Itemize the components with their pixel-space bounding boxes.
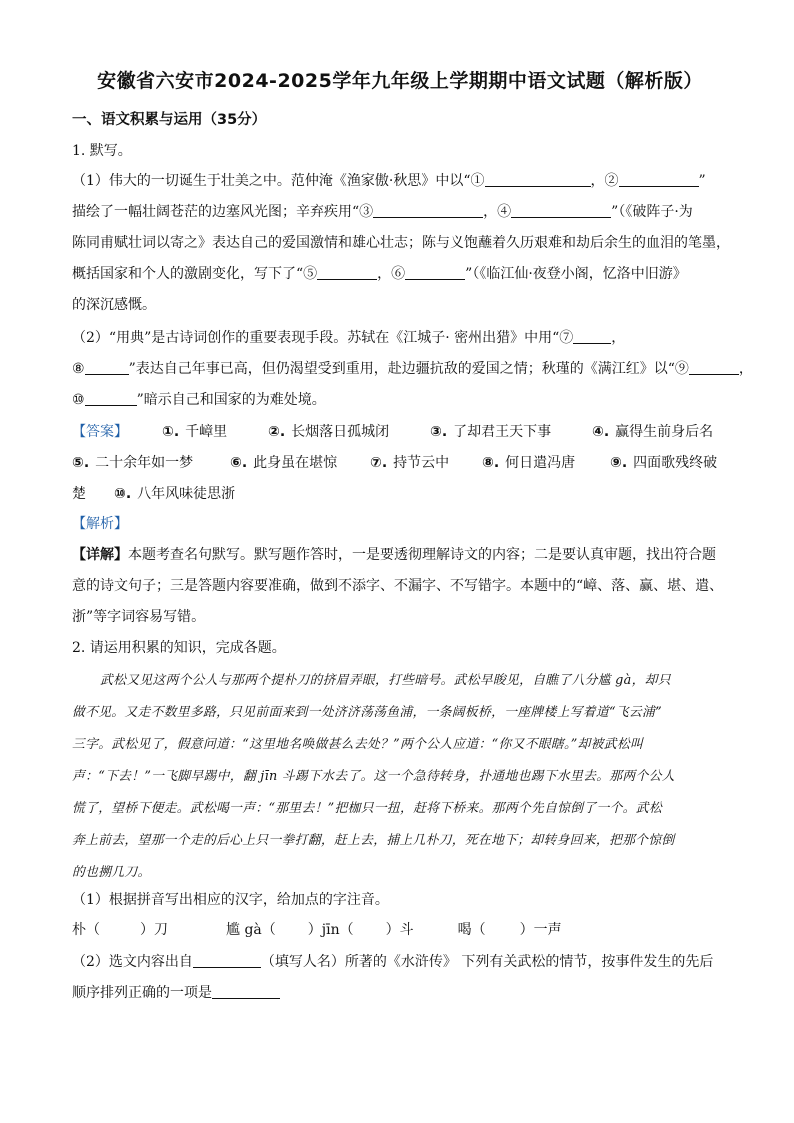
text-span: 顺序排列正确的一项是 [72, 985, 212, 1001]
answer-text: 千嶂里 [185, 424, 228, 440]
fill-blank-4[interactable] [511, 202, 611, 218]
answer-number: ⑧. [482, 455, 500, 471]
fill-blank-9[interactable] [689, 359, 739, 375]
analysis-tag: 【解析】 [72, 516, 128, 532]
q1-p1-line3: 陈同甫赋壮词以寄之》表达自己的爱国激情和雄心壮志；陈与义饱蘸着久历艰难和劫后余生的血泪的笔墨， [72, 235, 730, 251]
passage-line: 三字。武松见了，假意问道：“这里地名唤做甚么去处？”两个公人应道：“你又不眼瞎。”却被武松叫 [72, 737, 644, 752]
detail-line1 [72, 545, 727, 565]
fill-blank-6[interactable] [405, 264, 465, 280]
answer-item [114, 483, 235, 503]
answer-text: 何日遣冯唐 [505, 455, 576, 471]
passage-line: 声：“下去！”一飞脚早踢中，翻 jīn 斗踢下水去了。这一个急待转身，扑通地也踢下水里去。那两个公人 [72, 769, 675, 784]
page-title: 安徽省六安市2024-2025学年九年级上学期期中语文试题（解析版） [97, 70, 703, 92]
passage-line: 慌了，望桥下便走。武松喝一声：“那里去！”把枷只一扭，赶将下桥来。那两个先自惊倒了一个。武松 [72, 801, 662, 816]
answer-item [482, 452, 575, 472]
text-span: ⑧ [72, 361, 85, 377]
q1-p1-line5: 的深沉感慨。 [72, 297, 156, 313]
answer-item [268, 421, 389, 441]
answer-text: 了却君王天下事 [453, 424, 552, 440]
q1-p2-line3 [72, 390, 727, 410]
text-span: （2）“用典”是古诗词创作的重要表现手段。苏轼在《江城子· 密州出猎》中用“⑦ [72, 330, 574, 346]
section-heading: 一、语文积累与运用（35分） [72, 112, 267, 128]
detail-line2: 意的诗文句子；三是答题内容要准确，做到不添字、不漏字、不写错字。本题中的“嶂、落、赢、堪、遣、 [72, 578, 724, 594]
fill-blank-order[interactable] [212, 983, 280, 999]
detail-line3: 浙”等字词容易写错。 [72, 609, 206, 625]
text-span: （2）选文内容出自 [72, 954, 193, 970]
fill-blank-3[interactable] [373, 202, 483, 218]
text-span: ）jīn（ [307, 922, 354, 938]
text-span: 描绘了一幅壮阔苍茫的边塞风光图；辛弃疾用“③ [72, 204, 374, 220]
answer-number: ③. [430, 424, 448, 440]
text-span: ”（《临江仙·夜登小阁，忆洛中旧游》 [465, 266, 687, 282]
fill-blank-10[interactable] [85, 390, 137, 406]
text-span: ⑩ [72, 392, 85, 408]
text-span: ）一声 [519, 922, 562, 938]
answer-tag: 【答案】 [72, 424, 128, 440]
answer-item [162, 421, 227, 441]
q1-p1-line1 [72, 171, 727, 191]
text-span: 概括国家和个人的激剧变化，写下了“⑤ [72, 266, 318, 282]
answer-text: 四面歌残终破 [633, 455, 718, 471]
text-span: ，② [590, 173, 619, 189]
text-span: 本题考查名句默写。默写题作答时，一是要透彻理解诗文的内容；二是要认真审题，找出符合题 [128, 547, 716, 563]
fill-blank-2[interactable] [619, 171, 699, 187]
answer-number: ⑨. [610, 455, 628, 471]
answer-item [230, 452, 337, 472]
answer-number: ②. [268, 424, 286, 440]
fill-blank-1[interactable] [485, 171, 591, 187]
q2-sub2-line1 [72, 952, 727, 972]
text-span: ”（《破阵子·为 [611, 204, 693, 220]
answer-number: ⑦. [370, 455, 388, 471]
answer-text: 持节云中 [393, 455, 450, 471]
q2-sub2-line2 [72, 983, 727, 1003]
q1-p2-line2 [72, 359, 753, 379]
q2-heading: 2. 请运用积累的知识，完成各题。 [72, 640, 286, 656]
q2-blank-row [72, 920, 727, 940]
answer-number: ⑩. [114, 486, 132, 502]
answer-text: 八年风味徒思浙 [137, 486, 236, 502]
text-span: ）斗 [385, 922, 414, 938]
q1-p1-line2 [72, 202, 727, 222]
q1-p2-line1 [72, 328, 727, 348]
text-span: 朴（ [72, 922, 100, 938]
text-span: ” [698, 173, 706, 189]
text-span: ”暗示自己和国家的为难处境。 [136, 392, 326, 408]
fill-blank-7[interactable] [573, 328, 611, 344]
text-span: 喝（ [457, 922, 486, 938]
q1-heading: 1. 默写。 [72, 143, 132, 159]
answer-number: ⑥. [230, 455, 248, 471]
q2-sub1: （1）根据拼音写出相应的汉字，给加点的字注音。 [72, 892, 389, 908]
answer-text: 此身虽在堪惊 [253, 455, 338, 471]
fill-blank-8[interactable] [85, 359, 129, 375]
text-span: ，⑥ [377, 266, 406, 282]
text-span: 尴 gà（ [226, 922, 276, 938]
passage-line: 武松又见这两个公人与那两个提朴刀的挤眉弄眼，打些暗号。武松早睃见，自瞧了八分尴 gà，却只 [100, 673, 671, 688]
passage-line: 的也搠几刀。 [72, 865, 151, 880]
text-span: ，④ [483, 204, 512, 220]
answer-item [610, 452, 717, 472]
answer-item [430, 421, 551, 441]
text-span: （1）伟大的一切诞生于壮美之中。范仲淹《渔家傲·秋思》中以“① [72, 173, 485, 189]
answer-item [370, 452, 449, 472]
text-span: ”表达自己年事已高，但仍渴望受到重用，赴边疆抗敌的爱国之情；秋瑾的《满江红》以“⑨ [128, 361, 689, 377]
answer-item [592, 421, 713, 441]
q1-p1-line4 [72, 264, 727, 284]
text-span: ， [738, 361, 753, 377]
answer-number: ⑤. [72, 455, 90, 471]
text-span: ， [611, 330, 626, 346]
text-span: ）刀 [140, 922, 168, 938]
answer-number: ④. [592, 424, 610, 440]
detail-tag: 【详解】 [72, 547, 128, 563]
fill-blank-author[interactable] [193, 952, 261, 968]
answer-text: 赢得生前身后名 [615, 424, 714, 440]
text-span: （填写人名）所著的《水浒传》 下列有关武松的情节，按事件发生的先后 [260, 954, 714, 970]
answer-item [72, 452, 193, 472]
passage-line: 做不见。又走不数里多路，只见前面来到一处济济荡荡鱼浦，一条阔板桥，一座牌楼上写着道“飞云浦” [72, 705, 662, 720]
passage-line: 奔上前去，望那一个走的后心上只一拳打翻，赶上去，捕上几朴刀，死在地下；却转身回来，把那个惊倒 [72, 833, 675, 848]
answer-text: 长烟落日孤城闭 [291, 424, 390, 440]
fill-blank-5[interactable] [317, 264, 377, 280]
answer-text: 二十余年如一梦 [95, 455, 194, 471]
answer-number: ①. [162, 424, 180, 440]
answer-wrap: 楚 [72, 486, 86, 502]
